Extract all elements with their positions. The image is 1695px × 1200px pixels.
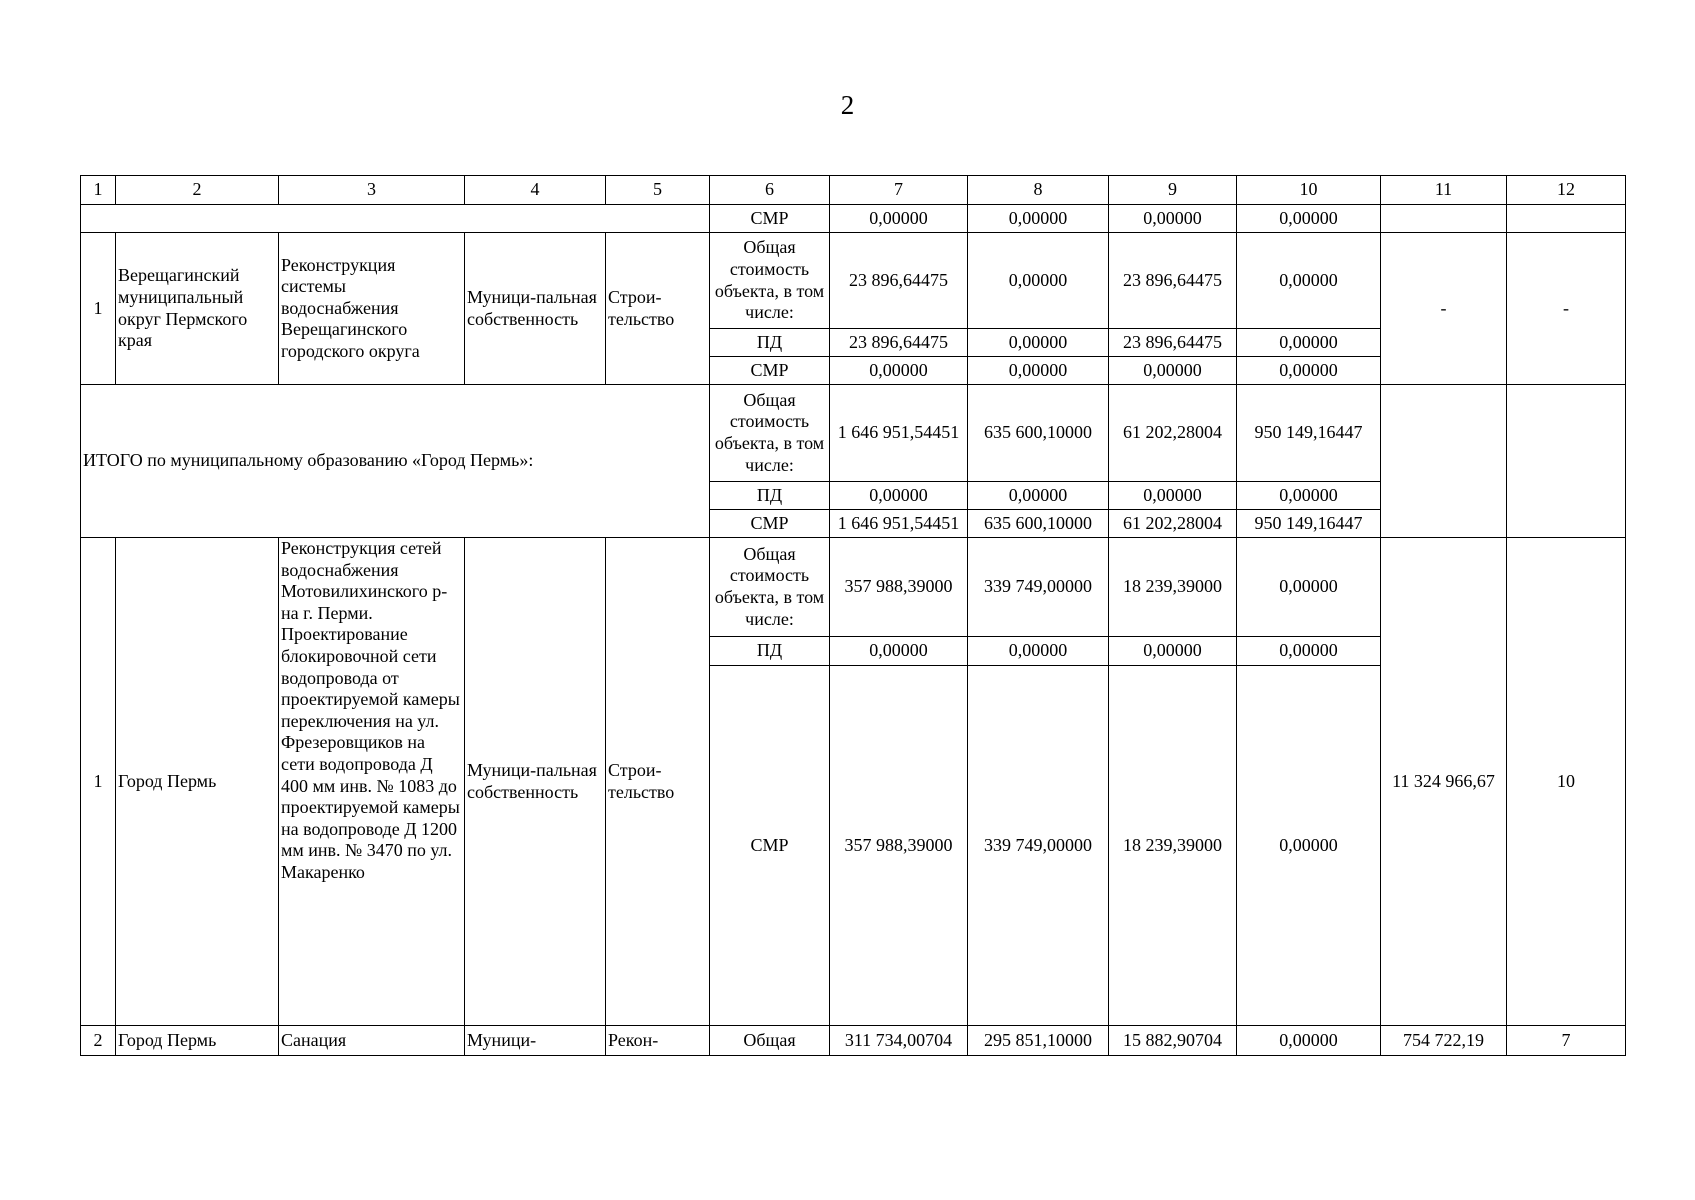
value-cell: 0,00000	[968, 233, 1109, 329]
object-name-cell: Санация	[279, 1026, 465, 1056]
object-name-cell: Реконструкция сетей водоснабжения Мотовилихинского р-на г. Перми. Проектирование блокировочной сети водопровода от проектируемой камеры переключения на ул. Фрезеровщиков на сети водопровода Д 400 мм инв. № 1083 до проектируемой камеры на водопроводе Д 1200 мм инв. № 3470 по ул. Макаренко	[279, 538, 465, 1026]
investment-table	[80, 175, 1626, 1056]
value-cell: 23 896,64475	[830, 329, 968, 357]
value-cell: 1 646 951,54451	[830, 385, 968, 482]
column-12-cell: -	[1507, 233, 1626, 385]
value-cell: 339 749,00000	[968, 538, 1109, 637]
value-cell: 0,00000	[830, 205, 968, 233]
value-cell: 950 149,16447	[1237, 510, 1381, 538]
table-row	[81, 1026, 1626, 1056]
value-cell: 0,00000	[830, 357, 968, 385]
value-cell: 0,00000	[968, 329, 1109, 357]
column-11-cell: 11 324 966,67	[1381, 538, 1507, 1026]
value-cell: 0,00000	[1237, 205, 1381, 233]
cost-type-cell: СМР	[710, 510, 830, 538]
value-cell: 0,00000	[1109, 482, 1237, 510]
cost-type-cell: СМР	[710, 357, 830, 385]
cost-type-cell: ПД	[710, 482, 830, 510]
value-cell: 0,00000	[1237, 482, 1381, 510]
cost-type-cell: Общая	[710, 1026, 830, 1056]
row-number: 2	[81, 1026, 116, 1056]
value-cell: 0,00000	[1109, 205, 1237, 233]
value-cell: 18 239,39000	[1109, 538, 1237, 637]
work-type-cell: Строи-тельство	[606, 233, 710, 385]
value-cell: 0,00000	[968, 637, 1109, 666]
value-cell: 0,00000	[968, 482, 1109, 510]
col-number: 11	[1381, 176, 1507, 205]
col-number: 9	[1109, 176, 1237, 205]
column-11-cell: 754 722,19	[1381, 1026, 1507, 1056]
col-number: 4	[465, 176, 606, 205]
cost-type-cell: Общая стоимость объекта, в том числе:	[710, 233, 830, 329]
row-number: 1	[81, 538, 116, 1026]
value-cell: 61 202,28004	[1109, 510, 1237, 538]
col-number: 5	[606, 176, 710, 205]
ownership-cell: Муници-пальная собственность	[465, 233, 606, 385]
municipality-cell: Верещагинский муниципальный округ Пермского края	[116, 233, 279, 385]
col-number: 1	[81, 176, 116, 205]
empty-cell	[1507, 205, 1626, 233]
cost-type-cell: ПД	[710, 637, 830, 666]
column-12-cell: 7	[1507, 1026, 1626, 1056]
value-cell: 635 600,10000	[968, 510, 1109, 538]
value-cell: 0,00000	[1109, 357, 1237, 385]
value-cell: 0,00000	[968, 205, 1109, 233]
value-cell: 0,00000	[1237, 637, 1381, 666]
work-type-cell: Рекон-	[606, 1026, 710, 1056]
col-number: 10	[1237, 176, 1381, 205]
value-cell: 339 749,00000	[968, 666, 1109, 1026]
empty-cell	[81, 205, 710, 233]
work-type-cell: Строи-тельство	[606, 538, 710, 1026]
col-number: 7	[830, 176, 968, 205]
value-cell: 18 239,39000	[1109, 666, 1237, 1026]
value-cell: 23 896,64475	[830, 233, 968, 329]
value-cell: 357 988,39000	[830, 538, 968, 637]
table-row	[81, 538, 1626, 637]
value-cell: 0,00000	[830, 482, 968, 510]
table-row	[81, 385, 1626, 482]
cost-type-cell: ПД	[710, 329, 830, 357]
col-number: 12	[1507, 176, 1626, 205]
ownership-cell: Муници-пальная собственность	[465, 538, 606, 1026]
col-number: 6	[710, 176, 830, 205]
value-cell: 0,00000	[1237, 538, 1381, 637]
value-cell: 0,00000	[1109, 637, 1237, 666]
cost-type-cell: Общая стоимость объекта, в том числе:	[710, 538, 830, 637]
table-row	[81, 205, 1626, 233]
column-12-cell: 10	[1507, 538, 1626, 1026]
value-cell: 357 988,39000	[830, 666, 968, 1026]
value-cell: 61 202,28004	[1109, 385, 1237, 482]
value-cell: 0,00000	[830, 637, 968, 666]
value-cell: 295 851,10000	[968, 1026, 1109, 1056]
value-cell: 1 646 951,54451	[830, 510, 968, 538]
value-cell: 0,00000	[968, 357, 1109, 385]
value-cell: 950 149,16447	[1237, 385, 1381, 482]
value-cell: 0,00000	[1237, 666, 1381, 1026]
value-cell: 635 600,10000	[968, 385, 1109, 482]
cost-type-cell: Общая стоимость объекта, в том числе:	[710, 385, 830, 482]
cost-type-cell: СМР	[710, 666, 830, 1026]
empty-cell	[1381, 205, 1507, 233]
col-number: 2	[116, 176, 279, 205]
object-name-cell: Реконструкция системы водоснабжения Верещагинского городского округа	[279, 233, 465, 385]
page-number: 2	[840, 90, 855, 120]
municipality-cell: Город Пермь	[116, 1026, 279, 1056]
ownership-cell: Муници-	[465, 1026, 606, 1056]
empty-cell	[1507, 385, 1626, 538]
value-cell: 311 734,00704	[830, 1026, 968, 1056]
table-row	[81, 233, 1626, 329]
column-number-row	[81, 176, 1626, 205]
cost-type-cell: СМР	[710, 205, 830, 233]
col-number: 3	[279, 176, 465, 205]
col-number: 8	[968, 176, 1109, 205]
value-cell: 15 882,90704	[1109, 1026, 1237, 1056]
value-cell: 23 896,64475	[1109, 233, 1237, 329]
value-cell: 0,00000	[1237, 233, 1381, 329]
value-cell: 0,00000	[1237, 357, 1381, 385]
row-number: 1	[81, 233, 116, 385]
column-11-cell: -	[1381, 233, 1507, 385]
value-cell: 0,00000	[1237, 1026, 1381, 1056]
empty-cell	[1381, 385, 1507, 538]
municipality-cell: Город Пермь	[116, 538, 279, 1026]
value-cell: 23 896,64475	[1109, 329, 1237, 357]
total-label-cell: ИТОГО по муниципальному образованию «Город Пермь»:	[81, 385, 710, 538]
value-cell: 0,00000	[1237, 329, 1381, 357]
